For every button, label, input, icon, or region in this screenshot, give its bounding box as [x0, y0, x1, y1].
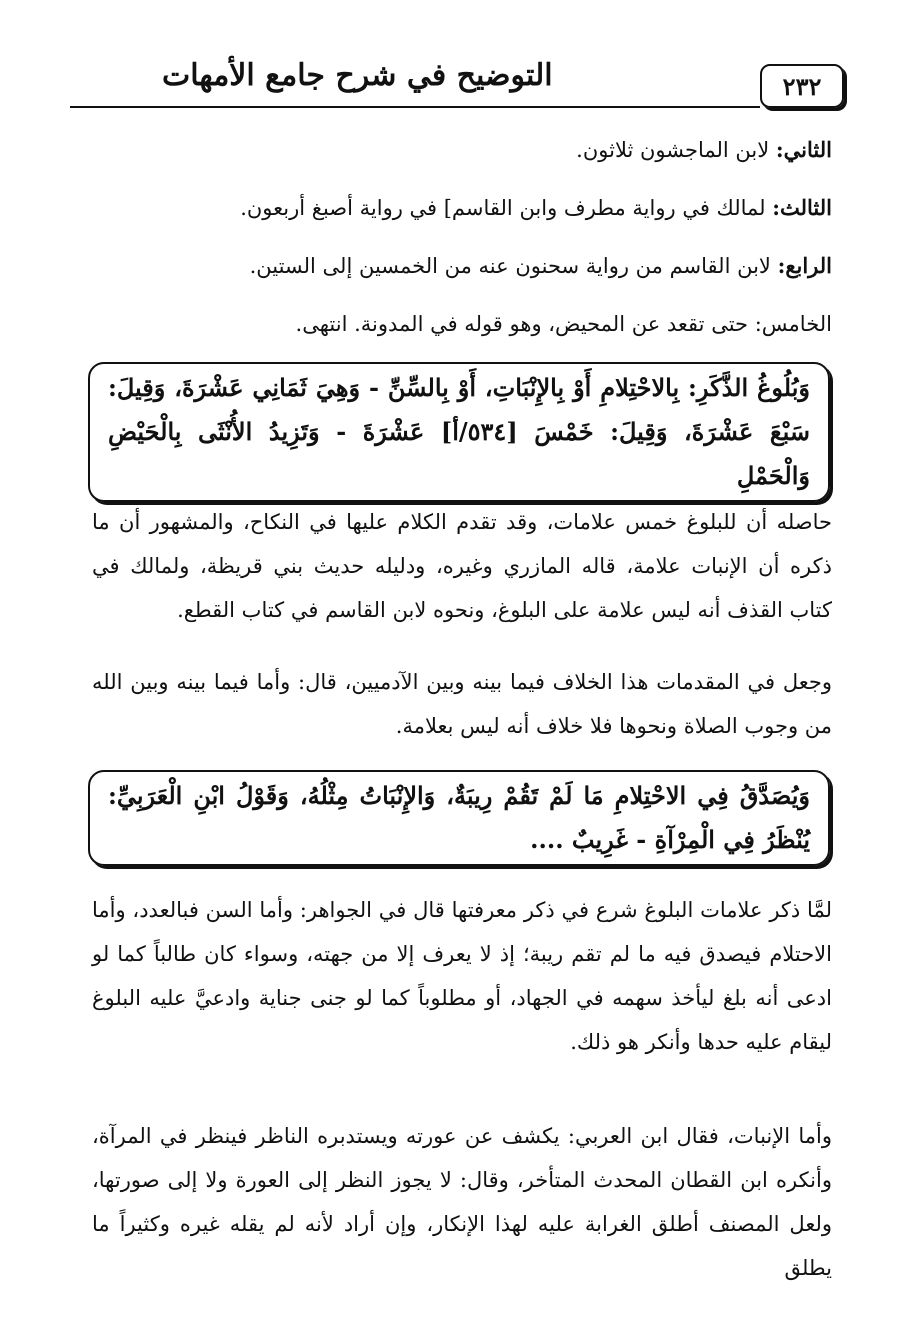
commentary-paragraph — [92, 888, 832, 1064]
opinion-fifth — [92, 302, 832, 346]
matn-text: وَيُصَدَّقُ فِي الاحْتِلامِ مَا لَمْ تَقُمْ رِيبَةٌ، وَالإِنْبَاتُ مِثْلُهُ، وَقَوْلُ ابْنِ الْعَرَبِيِّ: يُنْظَرُ فِي الْمِرْآةِ - غَرِيبٌ .... — [108, 781, 810, 854]
matn-box-2 — [88, 770, 830, 866]
page-number: ٢٣٢ — [760, 64, 844, 108]
opinion-label: الخامس: — [754, 312, 832, 336]
opinion-text: لابن الماجشون ثلاثون. — [576, 138, 776, 162]
commentary-paragraph — [92, 500, 832, 632]
opinion-third — [92, 186, 832, 230]
commentary-text: لمَّا ذكر علامات البلوغ شرع في ذكر معرفتها قال في الجواهر: وأما السن فبالعدد، وأما الاحتلام فيصدق فيه ما لم تقم ريبة؛ إذ لا يعرف إلا من جهته، وسواء كان طالباً كما لو ادعى أنه بلغ ليأخذ سهمه في الجهاد، أو مطلوباً كما لو جنى جناية وادعيَّ عليه البلوغ ليقام عليه حدها وأنكر هو ذلك. — [92, 898, 832, 1054]
commentary-paragraph — [92, 1114, 832, 1290]
opinion-text: حتى تقعد عن المحيض، وهو قوله في المدونة. انتهى. — [295, 312, 755, 336]
opinion-second — [92, 128, 832, 172]
header-rule — [70, 106, 760, 108]
commentary-text: وجعل في المقدمات هذا الخلاف فيما بينه وبين الآدميين، قال: وأما فيما بينه وبين الله من وجوب الصلاة ونحوها فلا خلاف أنه ليس بعلامة. — [92, 670, 832, 738]
book-title: التوضيح في شرح جامع الأمهات — [162, 58, 553, 93]
opinion-label: الثاني: — [775, 137, 832, 162]
opinion-label: الرابع: — [777, 253, 832, 278]
running-header — [70, 50, 844, 110]
commentary-text: وأما الإنبات، فقال ابن العربي: يكشف عن عورته ويستدبره الناظر فينظر في المرآة، وأنكره ابن القطان المحدث المتأخر، وقال: لا يجوز النظر إلى العورة ولا إلى صورتها، ولعل المصنف أطلق الغرابة عليه لهذا الإنكار، وإن أراد لأنه لم يقله غيره وكثيراً ما يطلق — [92, 1124, 832, 1280]
matn-box-1 — [88, 362, 830, 502]
opinion-text: لمالك في رواية مطرف وابن القاسم] في رواية أصبغ أربعون. — [240, 196, 773, 220]
opinion-fourth — [92, 244, 832, 288]
matn-text: وَبُلُوغُ الذَّكَرِ: بِالاحْتِلامِ أَوْ بِالإِنْبَاتِ، أَوْ بِالسِّنِّ - وَهِيَ ثَمَانِي عَشْرَةَ، وَقِيلَ: سَبْعَ عَشْرَةَ، وَقِيلَ: خَمْسَ [٥٣٤/أ] عَشْرَةَ - وَتَزِيدُ الأُنْثَى بِالْحَيْضِ وَالْحَمْلِ — [108, 373, 810, 490]
opinion-label: الثالث: — [772, 195, 832, 220]
commentary-paragraph — [92, 660, 832, 748]
commentary-text: حاصله أن للبلوغ خمس علامات، وقد تقدم الكلام عليها في النكاح، والمشهور أن ما ذكره أن الإنبات علامة، قاله المازري وغيره، ودليله حديث بني قريظة، ولمالك في كتاب القذف أنه ليس علامة على البلوغ، ونحوه لابن القاسم في كتاب القطع. — [92, 510, 832, 622]
opinion-text: لابن القاسم من رواية سحنون عنه من الخمسين إلى الستين. — [249, 254, 778, 278]
